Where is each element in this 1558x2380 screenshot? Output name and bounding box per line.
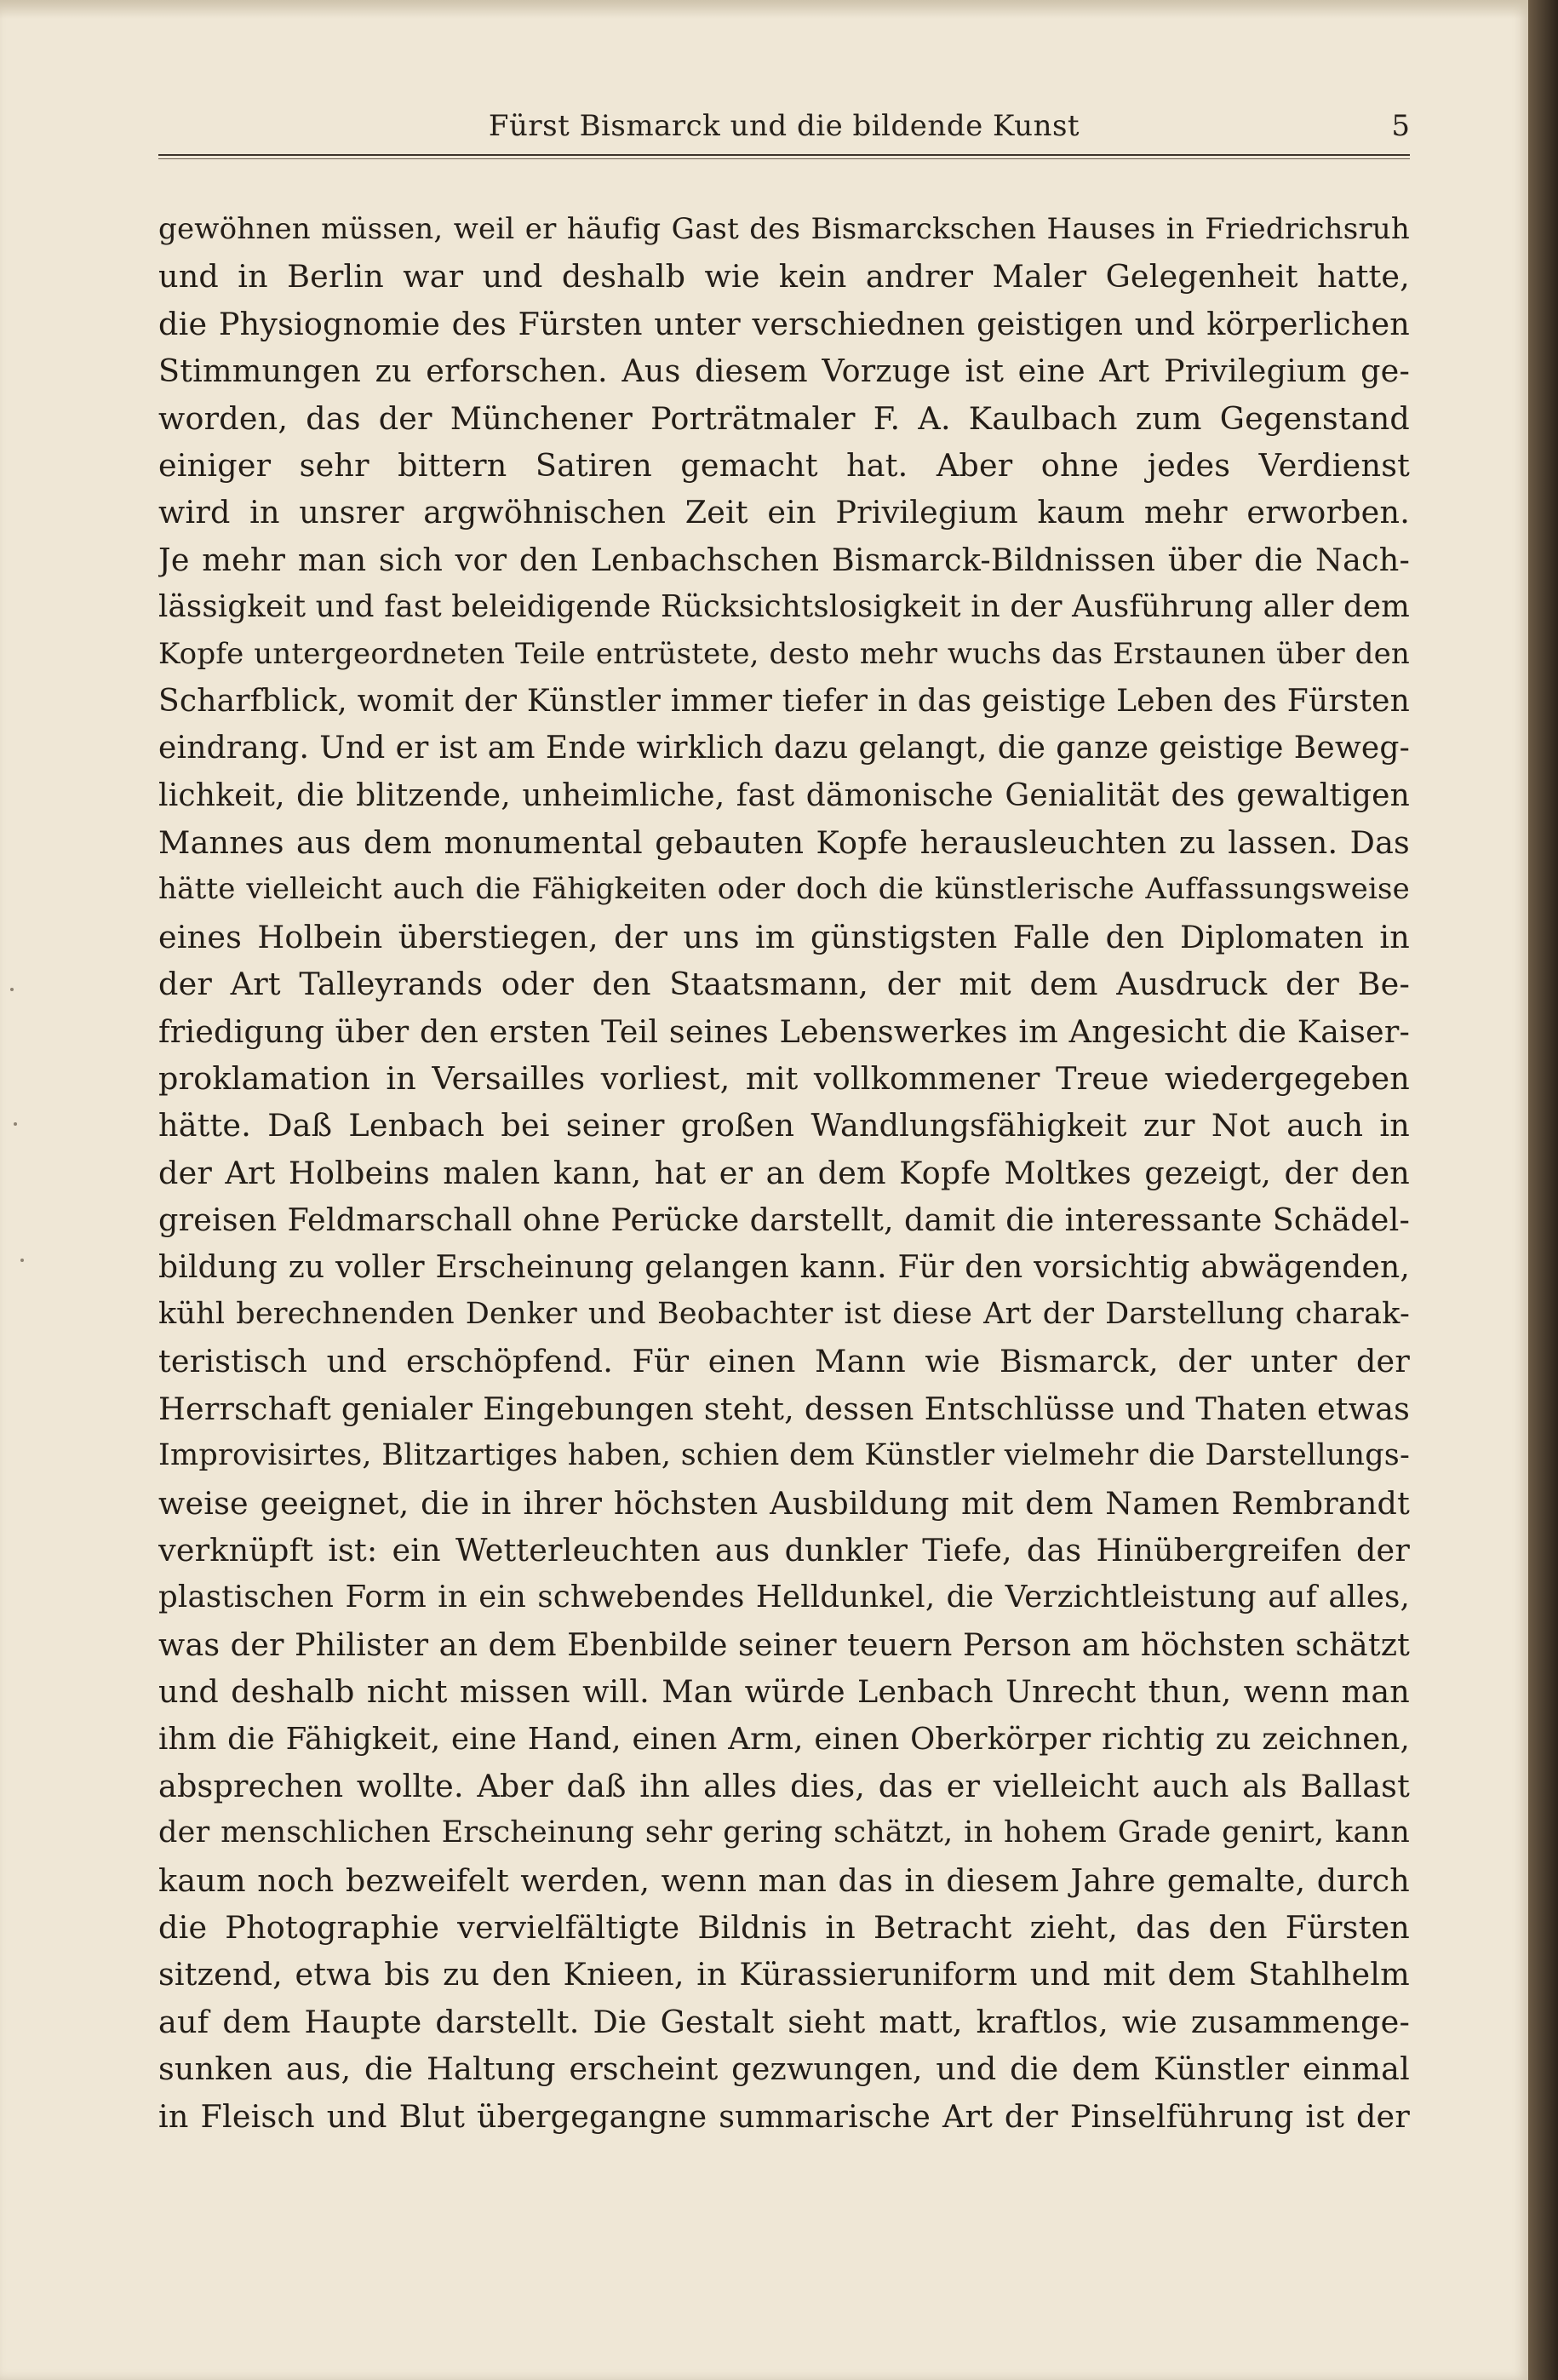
text-line: gewöhnen müssen, weil er häufig Gast des Bismarckschen Hauses in Friedrichsruh bbox=[158, 212, 1410, 246]
text-line: bildung zu voller Erscheinung gelangen kann. Für den vorsichtig abwägenden, bbox=[158, 1249, 1410, 1285]
text-line: Mannes aus dem monumental gebauten Kopfe herausleuchten zu lassen. Das bbox=[158, 824, 1410, 862]
text-line: absprechen wollte. Aber daß ihn alles dies, das er vielleicht auch als Ballast bbox=[158, 1767, 1410, 1804]
text-line: und in Berlin war und deshalb wie kein andrer Maler Gelegenheit hatte, bbox=[158, 258, 1410, 295]
text-line: weise geeignet, die in ihrer höchsten Ausbildung mit dem Namen Rembrandt bbox=[158, 1484, 1410, 1522]
text-line: eines Holbein überstiegen, der uns im günstigsten Falle den Diplomaten in bbox=[158, 918, 1410, 955]
text-line: Improvisirtes, Blitzartiges haben, schien dem Künstler vielmehr die Darstellungs- bbox=[158, 1438, 1410, 1473]
text-line: verknüpft ist: ein Wetterleuchten aus dunkler Tiefe, das Hinübergreifen der bbox=[158, 1531, 1410, 1569]
text-line: sunken aus, die Haltung erscheint gezwungen, und die dem Künstler einmal bbox=[158, 2050, 1410, 2088]
text-line: Herrschaft genialer Eingebungen steht, dessen Entschlüsse und Thaten etwas bbox=[158, 1390, 1410, 1427]
text-line: teristisch und erschöpfend. Für einen Mann wie Bismarck, der unter der bbox=[158, 1343, 1410, 1380]
text-line: der menschlichen Erscheinung sehr gering schätzt, in hohem Grade genirt, kann bbox=[158, 1815, 1410, 1850]
header-rule bbox=[158, 154, 1410, 156]
book-edge bbox=[1528, 0, 1558, 2380]
text-line: eindrang. Und er ist am Ende wirklich dazu gelangt, die ganze geistige Beweg- bbox=[158, 731, 1410, 766]
header-rule-thin bbox=[158, 158, 1410, 159]
text-line: kaum noch bezweifelt werden, wenn man das in diesem Jahre gemalte, durch bbox=[158, 1861, 1410, 1899]
page-number: 5 bbox=[1391, 109, 1410, 143]
text-line: der Art Talleyrands oder den Staatsmann, der mit dem Ausdruck der Be- bbox=[158, 966, 1410, 1003]
text-line: friedigung über den ersten Teil seines Lebenswerkes im Angesicht die Kaiser- bbox=[158, 1012, 1410, 1050]
text-line: hätte. Daß Lenbach bei seiner großen Wandlungsfähigkeit zur Not auch in bbox=[158, 1107, 1410, 1144]
text-line: worden, das der Münchener Porträtmaler F. A. Kaulbach zum Gegenstand bbox=[158, 399, 1410, 437]
text-line: einiger sehr bittern Satiren gemacht hat. Aber ohne jedes Verdienst bbox=[158, 446, 1410, 484]
text-line: was der Philister an dem Ebenbilde seiner teuern Person am höchsten schätzt bbox=[158, 1626, 1410, 1663]
running-header bbox=[158, 109, 1410, 152]
paper-speck bbox=[14, 1122, 17, 1126]
text-line: Je mehr man sich vor den Lenbachschen Bismarck-Bildnissen über die Nach- bbox=[158, 541, 1410, 578]
text-line: sitzend, etwa bis zu den Knieen, in Kürassieruniform und mit dem Stahlhelm bbox=[158, 1956, 1410, 1993]
text-line: wird in unsrer argwöhnischen Zeit ein Privilegium kaum mehr erworben. bbox=[158, 494, 1410, 531]
text-line: Stimmungen zu erforschen. Aus diesem Vorzuge ist eine Art Privilegium ge- bbox=[158, 353, 1410, 390]
text-line: auf dem Haupte darstellt. Die Gestalt sieht matt, kraftlos, wie zusammenge- bbox=[158, 2003, 1410, 2040]
page-top-shadow bbox=[0, 0, 1528, 19]
text-line: lässigkeit und fast beleidigende Rücksichtslosigkeit in der Ausführung aller dem bbox=[158, 589, 1410, 625]
text-line: Scharfblick, womit der Künstler immer tiefer in das geistige Leben des Fürsten bbox=[158, 683, 1410, 719]
text-line: und deshalb nicht missen will. Man würde Lenbach Unrecht thun, wenn man bbox=[158, 1673, 1410, 1711]
text-line: greisen Feldmarschall ohne Perücke darstellt, damit die interessante Schädel- bbox=[158, 1201, 1410, 1239]
text-line: die Physiognomie des Fürsten unter verschiednen geistigen und körperlichen bbox=[158, 305, 1410, 342]
paper-speck bbox=[10, 988, 14, 991]
text-line: ihm die Fähigkeit, eine Hand, einen Arm, einen Oberkörper richtig zu zeichnen, bbox=[158, 1721, 1410, 1757]
text-line: proklamation in Versailles vorliest, mit vollkommener Treue wiedergegeben bbox=[158, 1060, 1410, 1098]
text-line: plastischen Form in ein schwebendes Helldunkel, die Verzichtleistung auf alles, bbox=[158, 1580, 1410, 1615]
body-text bbox=[158, 206, 1410, 2135]
text-line: der Art Holbeins malen kann, hat er an dem Kopfe Moltkes gezeigt, der den bbox=[158, 1154, 1410, 1191]
text-line: kühl berechnenden Denker und Beobachter ist diese Art der Darstellung charak- bbox=[158, 1296, 1410, 1331]
paper-speck bbox=[20, 1259, 24, 1262]
text-line: Kopfe untergeordneten Teile entrüstete, desto mehr wuchs das Erstaunen über den bbox=[158, 636, 1410, 671]
running-title: Fürst Bismarck und die bildende Kunst bbox=[488, 109, 1080, 143]
text-line: lichkeit, die blitzende, unheimliche, fast dämonische Genialität des gewaltigen bbox=[158, 777, 1410, 813]
text-line: hätte vielleicht auch die Fähigkeiten oder doch die künstlerische Auffassungsweise bbox=[158, 872, 1410, 907]
text-line: in Fleisch und Blut übergegangne summarische Art der Pinselführung ist der bbox=[158, 2097, 1410, 2135]
text-line: die Photographie vervielfältigte Bildnis in Betracht zieht, das den Fürsten bbox=[158, 1909, 1410, 1947]
